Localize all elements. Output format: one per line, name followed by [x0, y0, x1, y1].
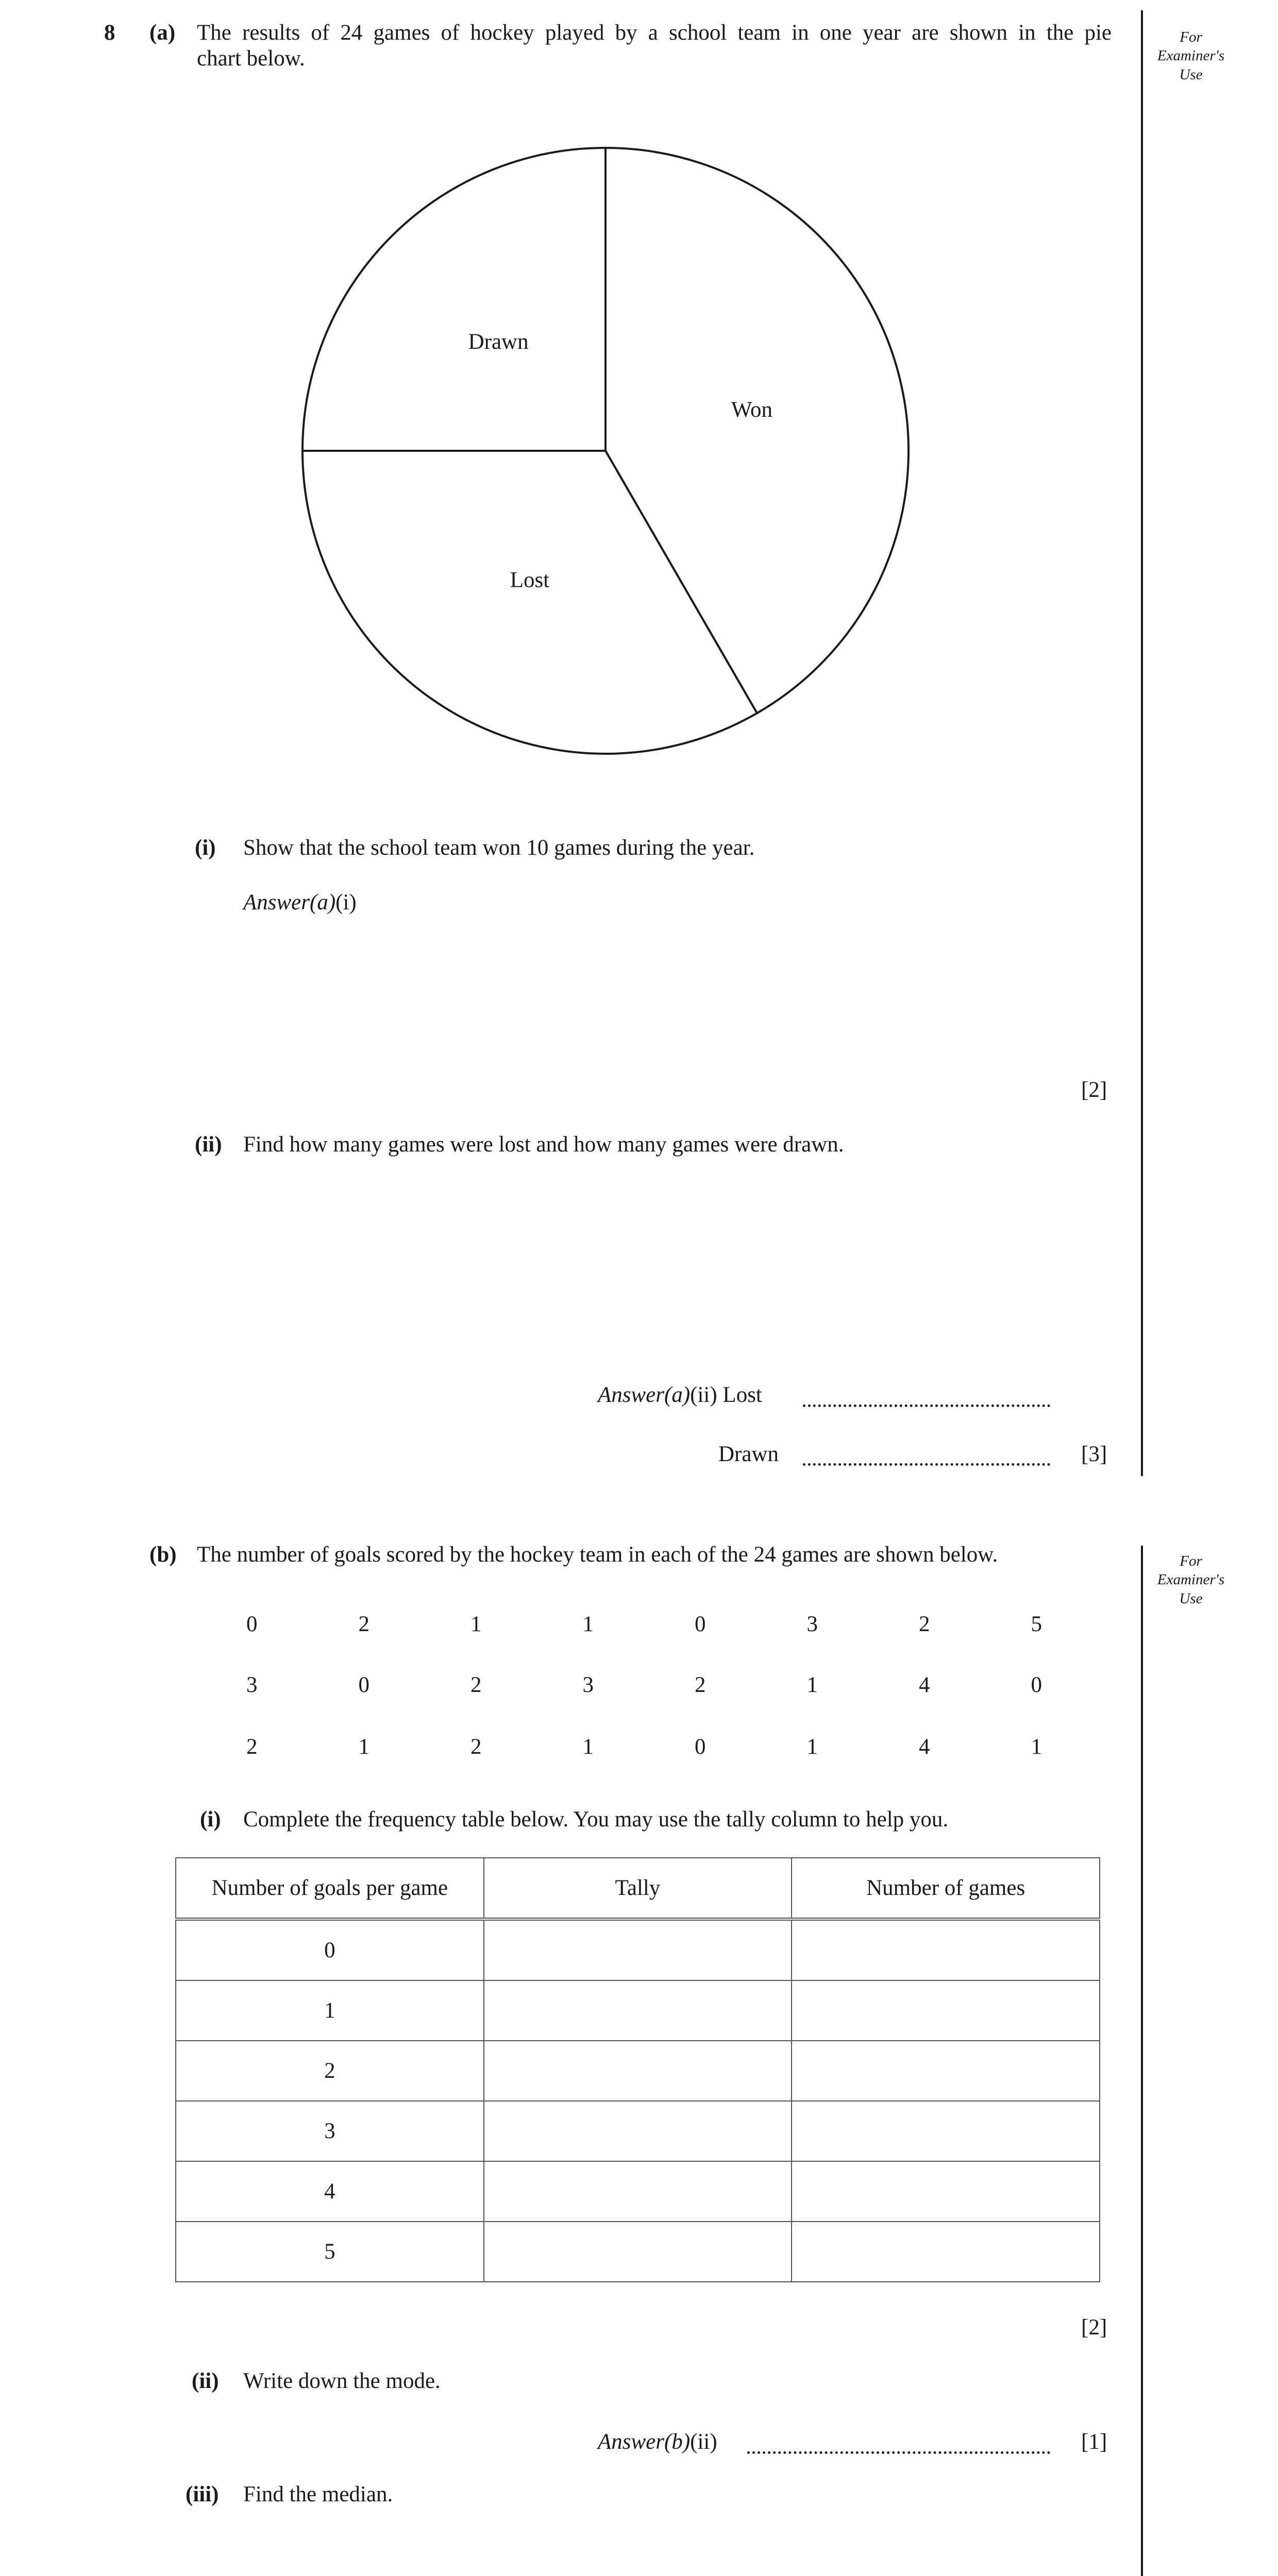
games-cell[interactable]: [792, 1980, 1100, 2041]
goal-value: 2: [919, 1612, 930, 1636]
goal-value: 4: [919, 1673, 930, 1697]
goals-cell: 5: [176, 2222, 484, 2282]
part-b-ii-marks: [1]: [1081, 2430, 1107, 2454]
table-row: [176, 2222, 1100, 2282]
answer-line-mode[interactable]: [747, 2451, 1050, 2454]
goal-value: 0: [695, 1735, 706, 1759]
table-header-row: [176, 1858, 1100, 1919]
goal-value: 0: [1031, 1673, 1042, 1697]
examiner-use-box: [1152, 28, 1230, 84]
tally-cell[interactable]: [484, 2222, 792, 2282]
examiner-text-examiners: Examiner's: [1157, 1571, 1225, 1588]
tally-cell[interactable]: [484, 1919, 792, 1980]
goal-value: 3: [806, 1612, 818, 1636]
part-b-i-marks: [2]: [1081, 2315, 1107, 2340]
part-a-label: (a): [149, 21, 176, 45]
part-a-ii-marks: [3]: [1081, 1442, 1107, 1466]
part-b-label: (b): [149, 1543, 177, 1567]
examiner-text-for: For: [1180, 29, 1202, 45]
part-b-i-label: (i): [200, 1807, 221, 1832]
answer-suffix: (i): [335, 890, 357, 914]
answer-line-lost[interactable]: [803, 1404, 1050, 1407]
header-tally: Tally: [484, 1858, 792, 1919]
goals-row-3: [196, 1734, 1092, 1759]
goal-value: 1: [806, 1673, 818, 1697]
part-b-ii-question: Write down the mode.: [243, 2369, 441, 2393]
goal-value: 1: [1031, 1735, 1042, 1759]
tally-cell[interactable]: [484, 1980, 792, 2041]
goals-row-1: [196, 1612, 1092, 1637]
examiner-margin-line-top: [1141, 10, 1143, 1476]
part-b-intro: The number of goals scored by the hockey team in each of the 24 games are shown below.: [197, 1543, 998, 1567]
tally-cell[interactable]: [484, 2041, 792, 2101]
examiner-text-use: Use: [1179, 66, 1203, 83]
header-games: Number of games: [792, 1858, 1100, 1919]
goals-row-2: [196, 1672, 1092, 1698]
part-b-iii-question: Find the median.: [243, 2482, 393, 2506]
question-number: 8: [104, 21, 115, 45]
part-a-ii-label: (ii): [195, 1132, 222, 1157]
part-a-intro-line2: chart below.: [197, 46, 305, 71]
part-a-ii-answer-drawn-label: Drawn: [718, 1442, 779, 1466]
pie-label-lost: Lost: [510, 568, 550, 592]
answer-suffix: (ii) Lost: [690, 1383, 762, 1407]
goal-value: 1: [358, 1735, 369, 1759]
part-a-i-marks: [2]: [1081, 1078, 1107, 1102]
goal-value: 2: [246, 1735, 258, 1759]
tally-cell[interactable]: [484, 2161, 792, 2222]
goals-cell: 2: [176, 2041, 484, 2101]
part-a-i-answer-label: [243, 889, 357, 916]
part-b-iii-label: (iii): [186, 2482, 219, 2506]
pie-chart: [289, 134, 922, 768]
answer-italic: Answer(a): [598, 1383, 691, 1407]
examiner-margin-line-bottom: [1141, 1546, 1143, 2576]
part-a-ii-question: Find how many games were lost and how many games were drawn.: [243, 1132, 844, 1157]
goal-value: 5: [1031, 1612, 1042, 1636]
goals-cell: 0: [176, 1919, 484, 1980]
games-cell[interactable]: [792, 1919, 1100, 1980]
tally-cell[interactable]: [484, 2101, 792, 2161]
goal-value: 1: [470, 1612, 482, 1636]
goal-value: 0: [695, 1612, 706, 1636]
part-b-ii-answer-label: [598, 2429, 717, 2455]
goal-value: 2: [695, 1673, 706, 1697]
part-b-i-question: Complete the frequency table below. You may use the tally column to help you.: [243, 1807, 949, 1832]
part-a-i-label: (i): [195, 836, 216, 860]
goal-value: 3: [246, 1673, 258, 1697]
header-goals: Number of goals per game: [176, 1858, 484, 1919]
games-cell[interactable]: [792, 2101, 1100, 2161]
goals-cell: 1: [176, 1980, 484, 2041]
table-row: [176, 1919, 1100, 1980]
games-cell[interactable]: [792, 2222, 1100, 2282]
goal-value: 2: [358, 1612, 369, 1636]
goal-value: 3: [582, 1673, 594, 1697]
table-row: [176, 2041, 1100, 2101]
part-a-ii-answer-label: [598, 1382, 762, 1409]
part-b-ii-label: (ii): [192, 2369, 219, 2393]
goal-value: 0: [358, 1673, 369, 1697]
examiner-text-use: Use: [1179, 1590, 1203, 1607]
examiner-use-box-2: [1152, 1552, 1230, 1608]
answer-italic: Answer(b): [598, 2430, 691, 2454]
goal-value: 1: [582, 1735, 594, 1759]
goal-value: 1: [582, 1612, 594, 1636]
table-row: [176, 2101, 1100, 2161]
table-row: [176, 2161, 1100, 2222]
examiner-text-for: For: [1180, 1553, 1202, 1569]
frequency-table: [175, 1857, 1100, 2282]
games-cell[interactable]: [792, 2041, 1100, 2101]
answer-line-drawn[interactable]: [803, 1463, 1050, 1466]
pie-label-won: Won: [731, 397, 773, 422]
pie-slices: [302, 148, 909, 754]
part-a-i-question: Show that the school team won 10 games during the year.: [243, 836, 755, 860]
goal-value: 2: [470, 1735, 482, 1759]
part-a-intro-line1: The results of 24 games of hockey played by a school team in one year are shown in the pie: [197, 21, 1112, 45]
goals-cell: 3: [176, 2101, 484, 2161]
answer-suffix: (ii): [690, 2430, 717, 2454]
goals-cell: 4: [176, 2161, 484, 2222]
answer-italic: Answer(a): [243, 890, 336, 914]
pie-slice-drawn: [302, 148, 606, 451]
examiner-text-examiners: Examiner's: [1157, 47, 1225, 64]
games-cell[interactable]: [792, 2161, 1100, 2222]
goal-value: 1: [806, 1735, 818, 1759]
goal-value: 0: [246, 1612, 258, 1636]
table-row: [176, 1980, 1100, 2041]
goal-value: 4: [919, 1735, 930, 1759]
pie-label-drawn: Drawn: [468, 329, 529, 354]
goal-value: 2: [470, 1673, 482, 1697]
